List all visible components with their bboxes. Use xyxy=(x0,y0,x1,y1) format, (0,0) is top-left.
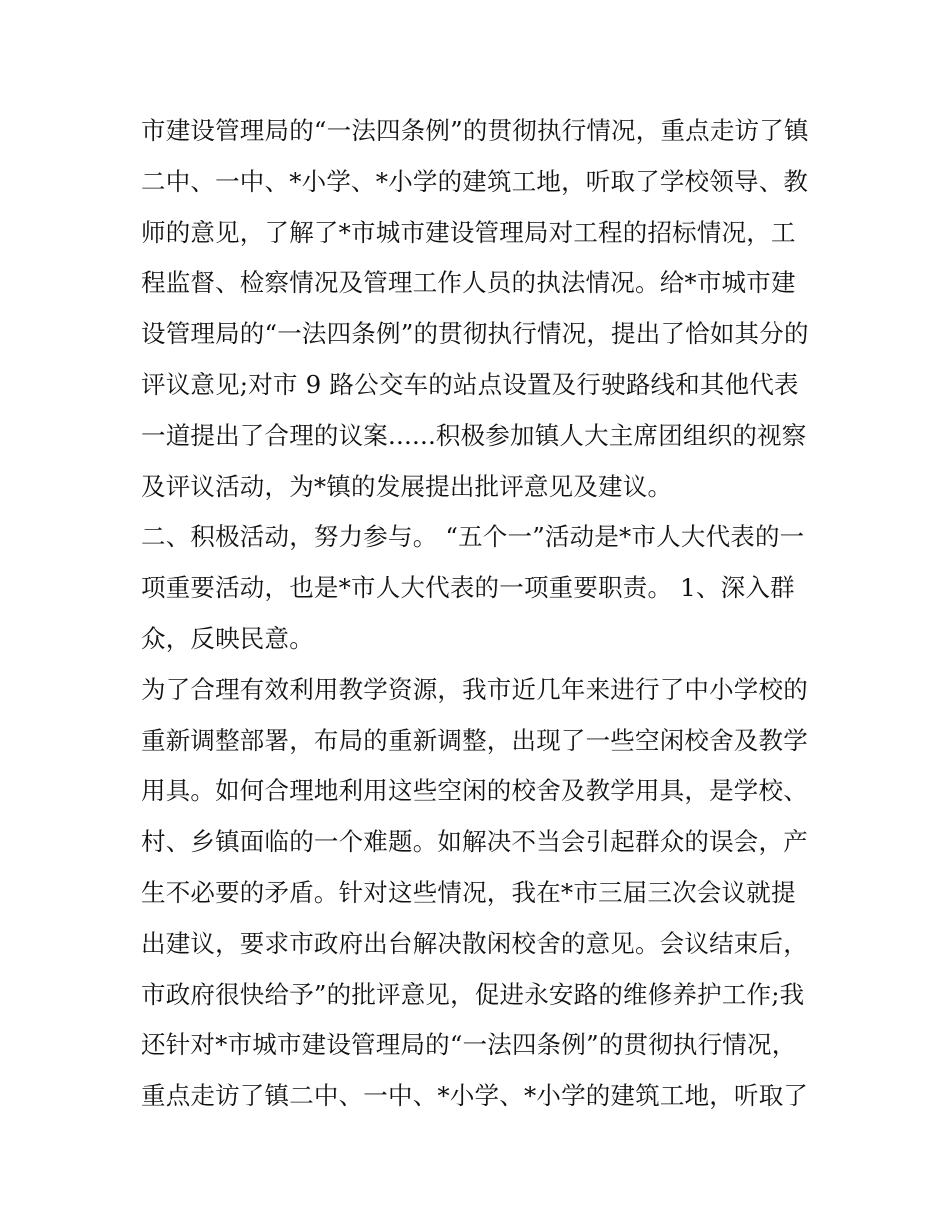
text-line: 及评议活动，为*镇的发展提出批评意见及建议。 xyxy=(141,471,673,501)
text-line: 村、乡镇面临的一个难题。如解决不当会引起群众的误会，产 xyxy=(141,827,808,857)
text-line: 用具。如何合理地利用这些空闲的校舍及教学用具，是学校、 xyxy=(141,776,808,806)
text-line: 众，反映民意。 xyxy=(141,623,314,653)
text-line: 出建议，要求市政府出台解决散闲校舍的意见。会议结束后， xyxy=(141,928,808,958)
text-line: 设管理局的“一法四条例”的贯彻执行情况，提出了恰如其分的 xyxy=(141,319,809,349)
text-line: 市政府很快给予”的批评意见，促进永安路的维修养护工作;我 xyxy=(141,979,805,1009)
text-line: 重新调整部署，布局的重新调整，出现了一些空闲校舍及教学 xyxy=(141,725,808,755)
text-line: 生不必要的矛盾。针对这些情况，我在*市三届三次会议就提 xyxy=(141,877,796,907)
text-line: 二中、一中、*小学、*小学的建筑工地，听取了学校领导、教 xyxy=(141,166,809,196)
text-line: 还针对*市城市建设管理局的“一法四条例”的贯彻执行情况， xyxy=(141,1030,797,1060)
section-heading-line: 二、积极活动，努力参与。 “五个一”活动是*市人大代表的一 xyxy=(141,522,805,552)
body-text xyxy=(141,106,816,1122)
text-line: 师的意见，了解了*市城市建设管理局对工程的招标情况，工 xyxy=(141,217,796,247)
text-line: 程监督、检察情况及管理工作人员的执法情况。给*市城市建 xyxy=(141,268,796,298)
text-line: 为了合理有效利用教学资源，我市近几年来进行了中小学校的 xyxy=(141,674,808,704)
text-line: 项重要活动，也是*市人大代表的一项重要职责。 1、深入群 xyxy=(141,573,795,603)
text-line: 重点走访了镇二中、一中、*小学、*小学的建筑工地，听取了 xyxy=(141,1081,809,1111)
text-line: 一道提出了合理的议案......积极参加镇人大主席团组织的视察 xyxy=(141,420,807,450)
text-line: 评议意见;对市 9 路公交车的站点设置及行驶路线和其他代表 xyxy=(141,369,799,399)
text-line: 市建设管理局的“一法四条例”的贯彻执行情况，重点走访了镇 xyxy=(141,116,809,145)
